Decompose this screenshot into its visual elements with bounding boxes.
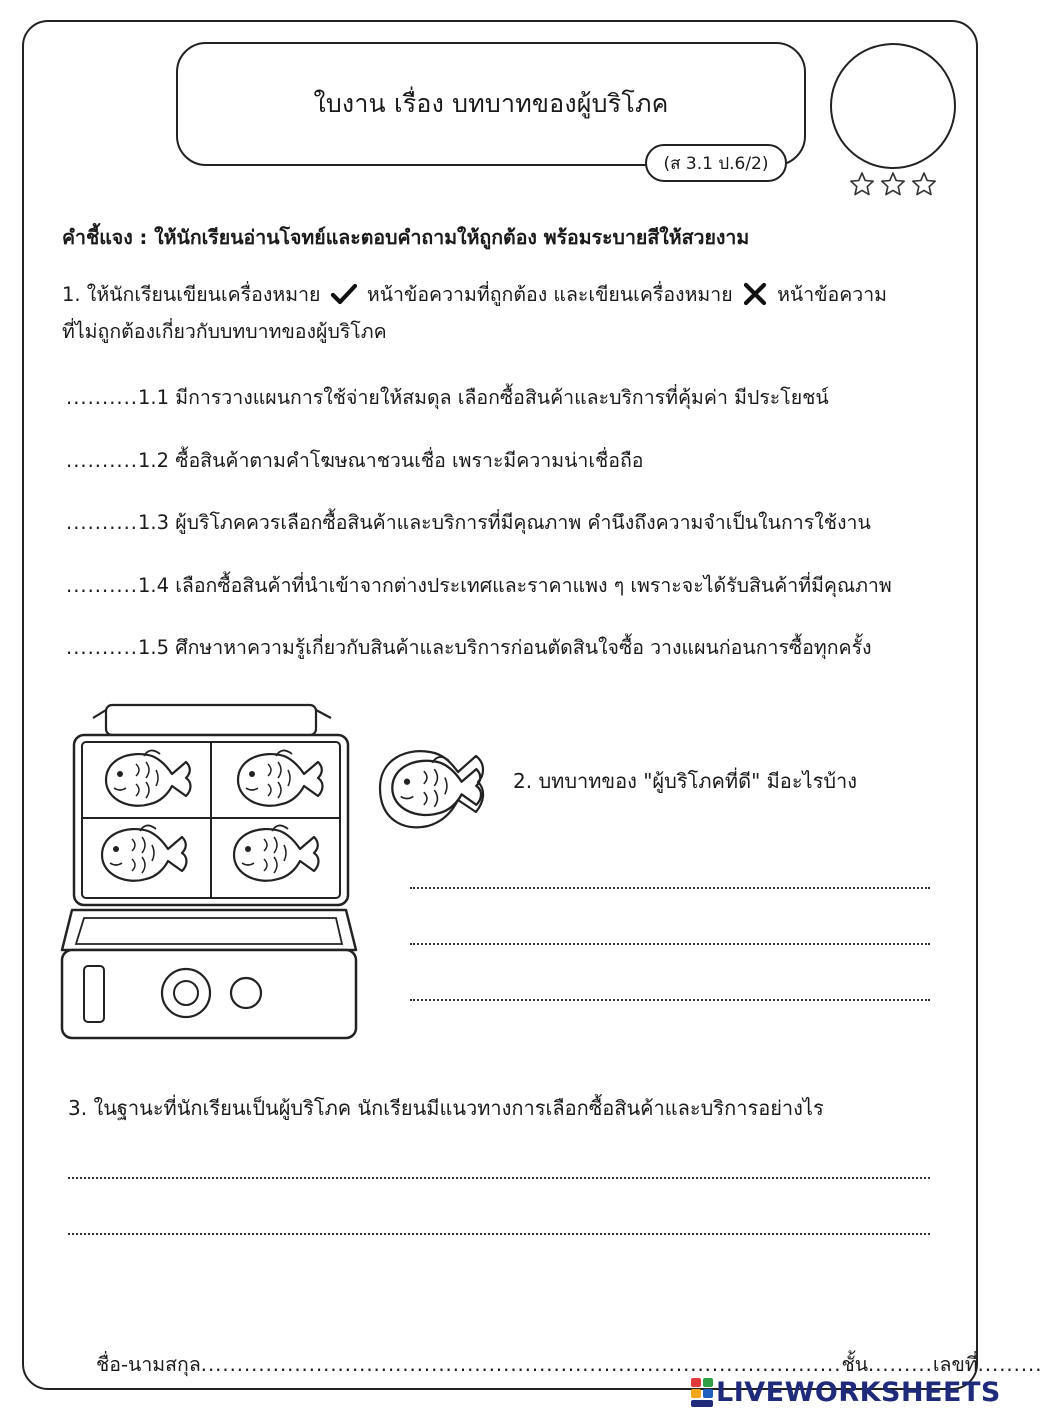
question-1-text-a: 1. ให้นักเรียนเขียนเครื่องหมาย <box>62 283 321 306</box>
standard-code-badge <box>645 144 787 182</box>
score-circle <box>830 43 956 169</box>
answer-blank[interactable]: .......... <box>66 511 138 534</box>
rating-stars <box>848 170 940 200</box>
statement-item <box>66 632 966 663</box>
class-field[interactable]: ......... <box>868 1353 933 1376</box>
answer-blank[interactable]: .......... <box>66 449 138 472</box>
statement-text: มีการวางแผนการใช้จ่ายให้สมดุล เลือกซื้อสินค้าและบริการที่คุ้มค่า มีประโยชน์ <box>175 386 829 409</box>
statement-number: 1.2 <box>138 449 170 472</box>
liveworksheets-logo-icon <box>690 1376 716 1408</box>
statement-item <box>66 507 966 538</box>
number-field[interactable]: ......... <box>977 1353 1042 1376</box>
name-field[interactable]: ......................................................................................... <box>200 1353 842 1376</box>
question-3-text: 3. ในฐานะที่นักเรียนเป็นผู้บริโภค นักเรียนมีแนวทางการเลือกซื้อสินค้าและบริการอย่างไร <box>68 1096 824 1120</box>
worksheet-title: ใบงาน เรื่อง บทบาทของผู้บริโภค <box>313 89 669 118</box>
statement-item <box>66 382 966 413</box>
answer-blank[interactable]: .......... <box>66 386 138 409</box>
fish-cake-icon <box>372 742 492 834</box>
star-icon <box>851 173 873 195</box>
answer-line[interactable] <box>410 887 930 889</box>
statement-item <box>66 445 966 476</box>
answer-line[interactable] <box>410 999 930 1001</box>
answer-blank[interactable]: .......... <box>66 636 138 659</box>
answer-line[interactable] <box>68 1233 930 1235</box>
instruction-text: คำชี้แจง : ให้นักเรียนอ่านโจทย์และตอบคำถามให้ถูกต้อง พร้อมระบายสีให้สวยงาม <box>62 226 750 249</box>
fish-waffle-maker-illustration <box>58 700 358 1045</box>
statement-text: ซื้อสินค้าตามคำโฆษณาชวนเชื่อ เพราะมีความน่าเชื่อถือ <box>175 449 644 472</box>
statement-number: 1.4 <box>138 574 170 597</box>
class-label: ชั้น <box>841 1353 869 1376</box>
question-1-prompt <box>62 276 942 350</box>
question-1-text-d: ที่ไม่ถูกต้องเกี่ยวกับบทบาทของผู้บริโภค <box>62 320 387 343</box>
check-icon <box>331 283 357 305</box>
number-label: เลขที่ <box>932 1353 978 1376</box>
statement-item <box>66 570 966 601</box>
cross-icon <box>743 283 767 305</box>
statement-number: 1.1 <box>138 386 170 409</box>
statement-text: ผู้บริโภคควรเลือกซื้อสินค้าและบริการที่มีคุณภาพ คำนึงถึงความจำเป็นในการใช้งาน <box>175 511 871 534</box>
standard-code: (ส 3.1 ป.6/2) <box>663 153 769 174</box>
statement-text: ศึกษาหาความรู้เกี่ยวกับสินค้าและบริการก่อนตัดสินใจซื้อ วางแผนก่อนการซื้อทุกครั้ง <box>175 636 872 659</box>
answer-line[interactable] <box>68 1177 930 1179</box>
star-icon <box>913 173 935 195</box>
statement-number: 1.3 <box>138 511 170 534</box>
statement-text: เลือกซื้อสินค้าที่นำเข้าจากต่างประเทศและราคาแพง ๆ เพราะจะได้รับสินค้าที่มีคุณภาพ <box>175 574 892 597</box>
answer-line[interactable] <box>410 943 930 945</box>
star-icon <box>882 173 904 195</box>
question-1-text-b: หน้าข้อความที่ถูกต้อง และเขียนเครื่องหมาย <box>366 283 733 306</box>
liveworksheets-logo <box>690 1376 1001 1408</box>
statement-number: 1.5 <box>138 636 170 659</box>
liveworksheets-wordmark: LIVEWORKSHEETS <box>716 1376 1001 1408</box>
answer-blank[interactable]: .......... <box>66 574 138 597</box>
question-1-text-c: หน้าข้อความ <box>777 283 888 306</box>
name-label: ชื่อ-นามสกุล <box>96 1353 201 1376</box>
question-2-text: 2. บทบาทของ "ผู้บริโภคที่ดี" มีอะไรบ้าง <box>513 769 858 793</box>
